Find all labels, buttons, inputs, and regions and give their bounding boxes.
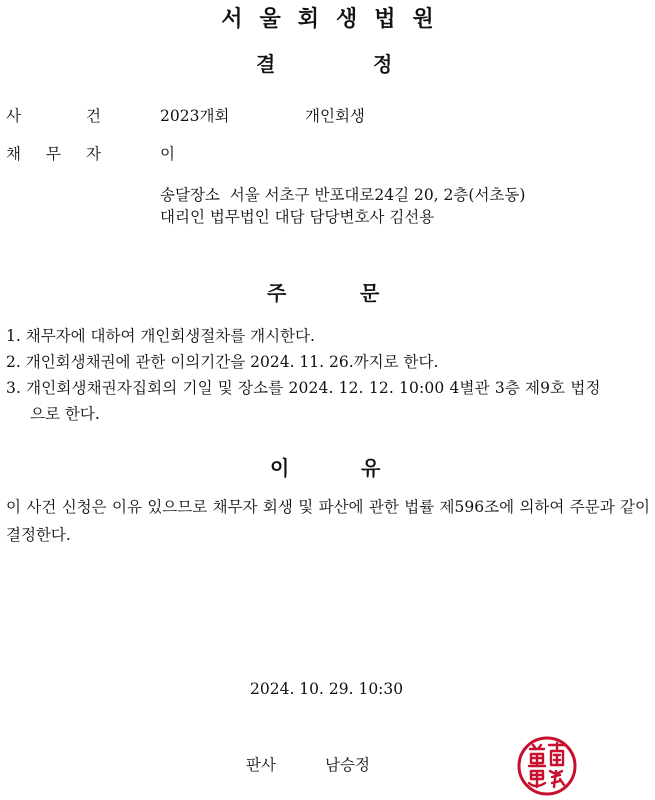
order-heading-right: 문	[360, 281, 380, 305]
reason-heading-right: 유	[361, 456, 381, 480]
debtor-agent: 대리인 법무법인 대담 담당변호사 김선용	[160, 208, 435, 226]
order-item-2: 2. 개인회생채권에 관한 이의기간을 2024. 11. 26.까지로 한다.	[6, 353, 439, 371]
case-label: 사 건	[6, 107, 101, 125]
order-item-1: 1. 채무자에 대하여 개인회생절차를 개시한다.	[6, 327, 315, 345]
decision-date: 2024. 10. 29. 10:30	[250, 680, 404, 698]
reason-text: 이 사건 신청은 이유 있으므로 채무자 회생 및 파산에 관한 법률 제596조에 의하여 주문과 같이 결정한다.	[6, 498, 650, 544]
debtor-name: 이	[160, 145, 175, 163]
reason-heading-left: 이	[270, 456, 290, 480]
judge-role: 판사	[246, 756, 276, 774]
decision-title-left: 결	[256, 52, 276, 76]
debtor-service-address: 송달장소 서울 서초구 반포대로24길 20, 2층(서초동)	[160, 186, 526, 204]
judge-name: 남승정	[325, 756, 370, 774]
order-heading-left: 주	[267, 281, 287, 305]
case-number: 2023개회	[160, 107, 230, 125]
decision-title-right: 정	[373, 52, 393, 76]
judge-seal-icon	[516, 735, 578, 797]
order-item-3-continued: 으로 한다.	[30, 405, 100, 423]
case-type: 개인회생	[305, 107, 365, 125]
order-item-3: 3. 개인회생채권자집회의 기일 및 장소를 2024. 12. 12. 10:00 4별관 3층 제9호 법정	[6, 379, 601, 397]
debtor-label: 채 무 자	[6, 145, 101, 163]
court-name: 서울회생법원	[221, 7, 451, 32]
